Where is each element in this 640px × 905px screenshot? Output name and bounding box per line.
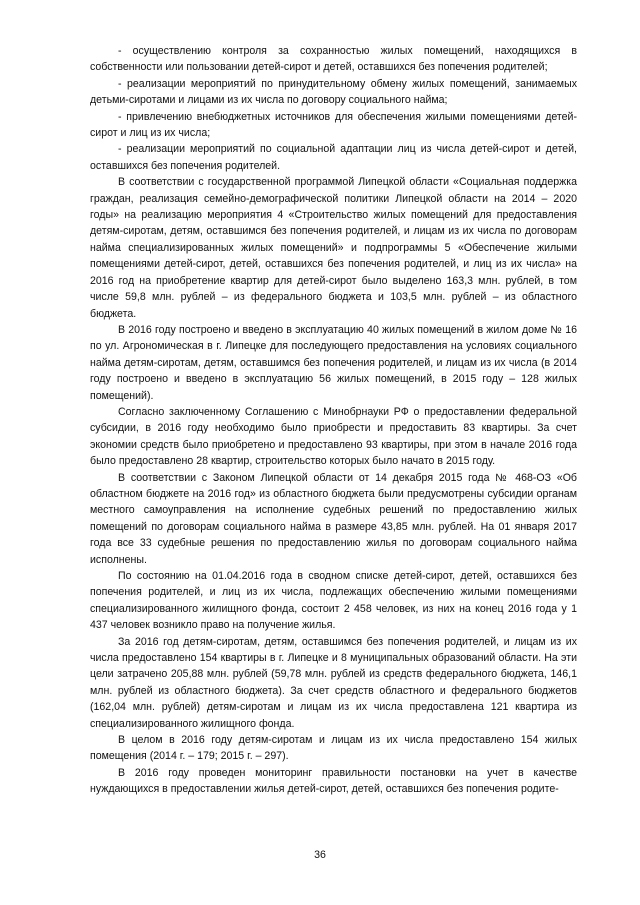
paragraph-control-housing: - осуществлению контроля за сохранностью жилых помещений, находящихся в собственности или пользовании детей-сирот и детей, оставшихся без попечения родителей; xyxy=(90,45,577,74)
body-text xyxy=(90,43,577,798)
paragraph-regional-law: В соответствии с Законом Липецкой области от 14 декабря 2015 года № 468-ОЗ «Об областном бюджете на 2016 год» из областного бюджета были предусмотрены субсидии органам местного самоуправления на исполнение судебных решений по предоставлению жилых помещений по договорам социального найма в размере 43,85 млн. рублей. На 01 января 2017 года все 33 судебные решения по предоставлению жилья по договорам социального найма исполнены. xyxy=(90,471,577,566)
paragraph-construction-2016: В 2016 году построено и введено в эксплуатацию 40 жилых помещений в жилом доме № 16 по ул. Агрономическая в г. Липецке для последующего предоставления на условиях социального найма детям-сиротам, детям, оставшимся без попечения родителей, и лицам из их числа (в 2014 году построено и введено в эксплуатацию 56 жилых помещений, в 2015 году – 128 жилых помещений). xyxy=(90,323,577,402)
paragraph-social-adaptation: - реализации мероприятий по социальной адаптации лиц из числа детей-сирот и детей, оставшихся без попечения родителей. xyxy=(90,143,577,172)
paragraph-federal-subsidy: Согласно заключенному Соглашению с Минобрнауки РФ о предоставлении федеральной субсидии, в 2016 году необходимо было приобрести и предоставить 83 квартиры. За счет экономии средств было приобретено и предоставлено 93 квартиры, при этом в начале 2016 года было предоставлено 28 квартир, строительство которых было начато в 2015 году. xyxy=(90,405,577,468)
page-number: 36 xyxy=(314,849,326,861)
paragraph-state-program: В соответствии с государственной программой Липецкой области «Социальная поддержка граждан, реализация семейно-демографической политики Липецкой области на 2014 – 2020 годы» на реализацию мероприятия 4 «Строительство жилых помещений для предоставления детям-сиротам, детям, оставшимся без попечения родителей, и лицам из их числа по договорам найма специализированных жилых помещений» и подпрограммы 5 «Обеспечение жилыми помещениями детей-сирот, детей, оставшихся без попечения родителей, и лиц из их числа» на 2016 год на приобретение квартир для детей-сирот было выделено 163,3 млн. рублей, в том числе 59,8 млн. рублей – из федерального бюджета и 103,5 млн. рублей – из областного бюджета. xyxy=(90,176,577,320)
paragraph-monitoring: В 2016 году проведен мониторинг правильности постановки на учет в качестве нуждающихся в предоставлении жилья детей-сирот, детей, оставшихся без попечения родите- xyxy=(90,766,577,796)
paragraph-consolidated-list: По состоянию на 01.04.2016 года в сводном списке детей-сирот, детей, оставшихся без попечения родителей, и лиц из их числа, подлежащих обеспечению жилыми помещениями специализированного жилищного фонда, состоит 2 458 человек, из них на конец 2016 года у 1 437 человек возникло право на получение жилья. xyxy=(90,570,577,632)
paragraph-extrabudgetary: - привлечению внебюджетных источников для обеспечения жилыми помещениями детей-сирот и лиц из их числа; xyxy=(90,110,577,140)
paragraph-total-2016: В целом в 2016 году детям-сиротам и лицам из их числа предоставлено 154 жилых помещения (2014 г. – 179; 2015 г. – 297). xyxy=(90,734,577,763)
paragraph-apartments-provided: За 2016 год детям-сиротам, детям, оставшимся без попечения родителей, и лицам из их числа предоставлено 154 квартиры в г. Липецке и 8 муниципальных образований области. На эти цели затрачено 205,88 млн. рублей (59,78 млн. рублей из средств федерального бюджета, 146,1 млн. рублей из областного бюджета). За счет средств областного и федерального бюджетов (162,04 млн. рублей) детям-сиротам и лицам из их числа предоставлена 121 квартира из специализированного жилищного фонда. xyxy=(90,635,577,730)
paragraph-exchange-housing: - реализации мероприятий по принудительному обмену жилых помещений, занимаемых детьми-сиротами и лицами из их числа по договору социального найма; xyxy=(90,77,577,107)
